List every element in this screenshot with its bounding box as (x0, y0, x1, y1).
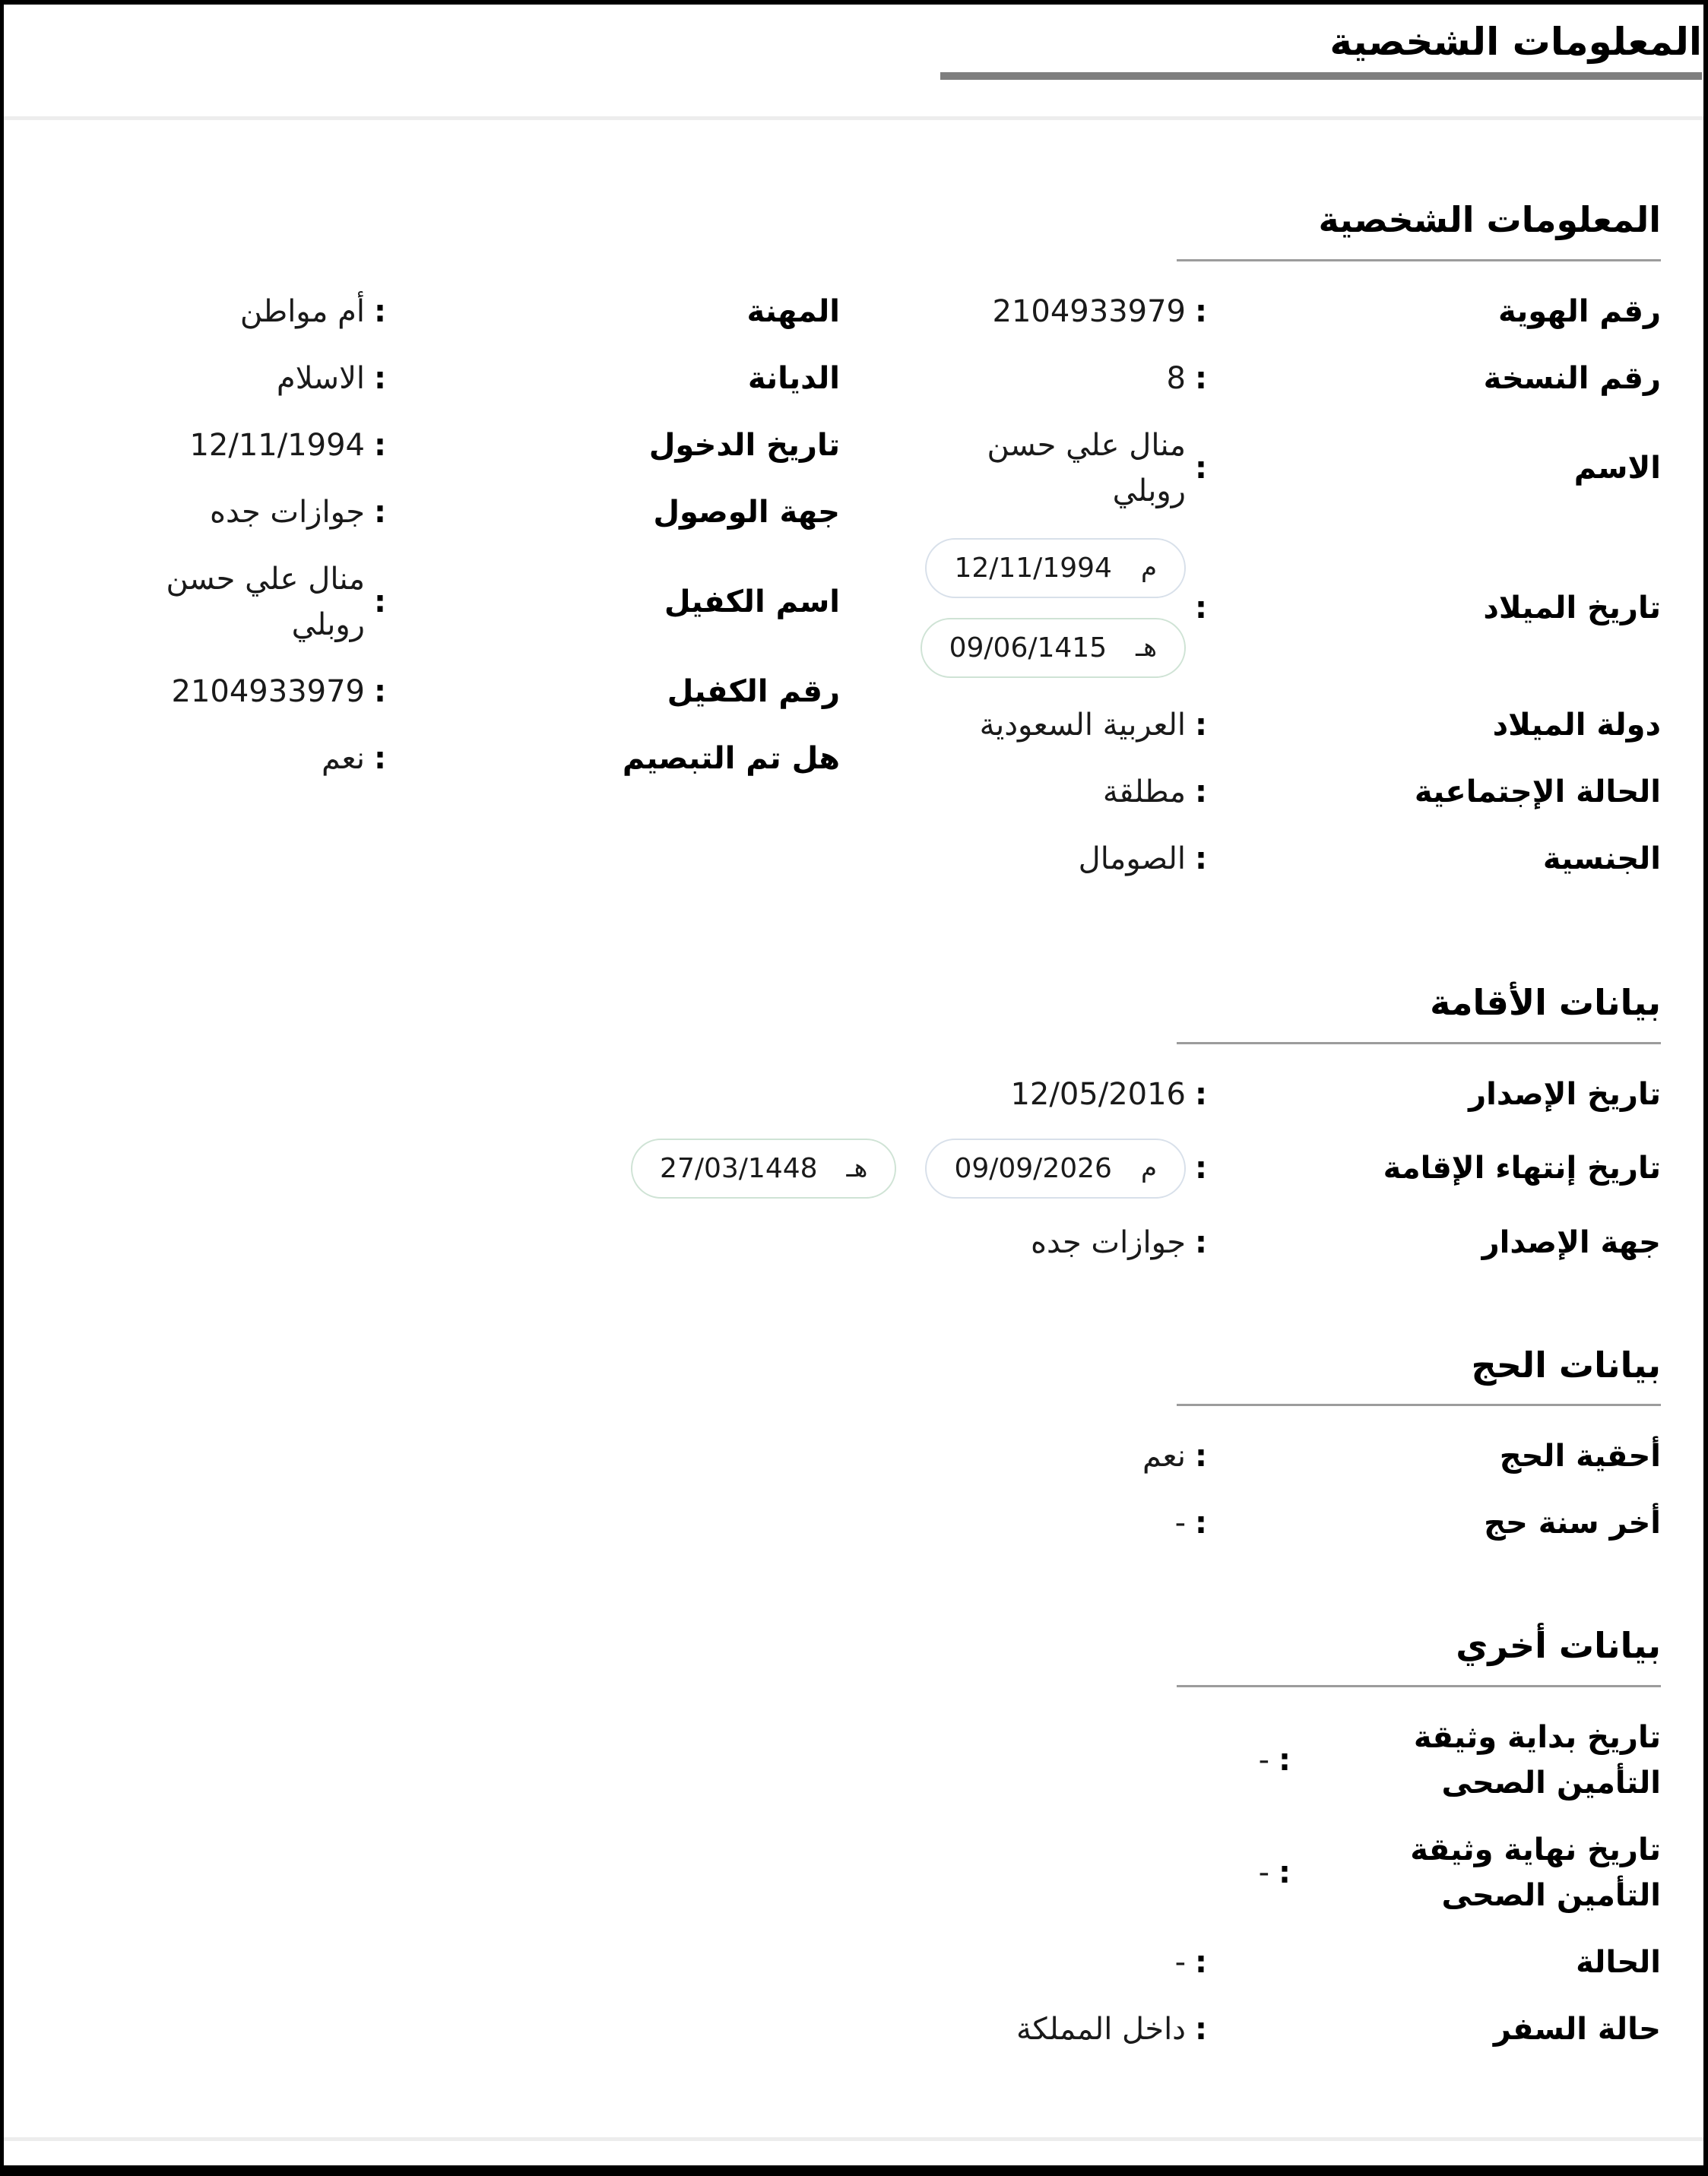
field-value: نعم (1142, 1439, 1186, 1474)
section-hajj-rule (1177, 1404, 1661, 1406)
field-label: الجنسية (1542, 841, 1661, 876)
field-label: تاريخ الإصدار (1469, 1076, 1661, 1112)
colon-separator: : (1195, 707, 1207, 743)
field-label: تاريخ الميلاد (1483, 590, 1661, 626)
row-entry-date (46, 423, 840, 468)
field-label: رقم الهوية (1497, 293, 1661, 329)
field-value: - (1174, 1506, 1186, 1541)
colon-separator: : (1279, 1742, 1291, 1778)
section-residence (46, 975, 1661, 1265)
hijri-date: 09/06/1415 (949, 632, 1108, 664)
colon-separator: : (374, 494, 386, 530)
colon-separator: : (1195, 1076, 1207, 1112)
colon-separator: : (374, 673, 386, 709)
gregorian-date: 12/11/1994 (954, 552, 1112, 584)
colon-separator: : (1195, 293, 1207, 329)
main-content (4, 192, 1703, 2052)
colon-separator: : (1195, 1224, 1207, 1260)
row-fingerprinted (46, 736, 840, 781)
colon-separator: : (1195, 1151, 1207, 1186)
colon-separator: : (1195, 360, 1207, 396)
hijri-marker: هـ (1136, 632, 1157, 663)
field-value: 8 (1166, 360, 1186, 396)
colon-separator: : (1195, 2011, 1207, 2047)
section-other-rule (1177, 1685, 1661, 1687)
colon-separator: : (1195, 1439, 1207, 1474)
row-issue-date (46, 1072, 1661, 1117)
row-religion (46, 356, 840, 401)
hijri-date-pill (631, 1139, 896, 1199)
row-residence-expiry (46, 1139, 1661, 1199)
colon-separator: : (1195, 590, 1207, 626)
field-label: المهنة (746, 293, 840, 329)
field-value: العربية السعودية (979, 707, 1186, 743)
field-label: أحقية الحج (1499, 1439, 1661, 1474)
gregorian-date: 09/09/2026 (954, 1152, 1112, 1184)
row-sponsor-name (46, 556, 840, 648)
title-underline (940, 72, 1702, 80)
row-arrival-port (46, 489, 840, 535)
field-value: جوازات جده (1031, 1224, 1186, 1260)
section-other (46, 1618, 1661, 2052)
row-travel-status (46, 2007, 1661, 2052)
field-value: أم مواطن (239, 293, 365, 329)
field-label: هل تم التبصيم (622, 740, 840, 776)
section-personal (46, 192, 1661, 903)
hijri-marker: هـ (846, 1152, 868, 1183)
row-marital-status (912, 769, 1661, 815)
colon-separator: : (374, 584, 386, 619)
hajj-rows (46, 1433, 1661, 1546)
field-value: - (1258, 1855, 1269, 1890)
row-profession (46, 289, 840, 334)
field-value: 2104933979 (992, 293, 1186, 329)
field-value: الاسلام (276, 360, 365, 396)
hijri-date-pill (921, 618, 1186, 678)
row-copy-number (912, 356, 1661, 401)
field-label: تاريخ بداية وثيقة التأمين الصحى (1413, 1719, 1661, 1801)
section-residence-title: بيانات الأقامة (1430, 981, 1661, 1023)
row-hajj-eligibility (46, 1433, 1661, 1479)
colon-separator: : (1195, 841, 1207, 876)
other-rows (46, 1715, 1661, 2052)
field-label: الديانة (747, 360, 840, 396)
row-id-number (912, 289, 1661, 334)
field-label: دولة الميلاد (1492, 707, 1661, 743)
field-label: الحالة الإجتماعية (1414, 774, 1661, 809)
bottom-divider (4, 2137, 1703, 2141)
residence-rows (46, 1072, 1661, 1265)
colon-separator: : (1195, 1944, 1207, 1980)
field-label: تاريخ نهاية وثيقة التأمين الصحى (1410, 1832, 1661, 1913)
field-label: تاريخ إنتهاء الإقامة (1383, 1151, 1661, 1186)
gregorian-date-pill (925, 1139, 1186, 1199)
field-label: جهة الوصول (653, 494, 840, 530)
field-label: حالة السفر (1493, 2011, 1661, 2047)
section-other-title: بيانات أخري (1456, 1625, 1661, 1667)
birth-date-pills (921, 535, 1186, 681)
colon-separator: : (374, 427, 386, 463)
row-sponsor-number (46, 669, 840, 714)
row-insurance-start (46, 1715, 1661, 1806)
field-value: داخل المملكة (1016, 2011, 1186, 2047)
page-title: المعلومات الشخصية (1329, 20, 1702, 64)
row-birth-country (912, 702, 1661, 748)
field-label: رقم النسخة (1483, 360, 1661, 396)
field-label: الحالة (1576, 1944, 1661, 1980)
row-last-hajj-year (46, 1500, 1661, 1546)
residence-expiry-pills (631, 1139, 1186, 1199)
bottom-black-bar (4, 2165, 1703, 2176)
section-hajj (46, 1338, 1661, 1547)
row-insurance-end (46, 1827, 1661, 1918)
field-label: الاسم (1573, 450, 1661, 486)
gregorian-date-pill (925, 538, 1186, 598)
field-value: منال علي حسن روبلي (987, 427, 1186, 508)
field-value: - (1174, 1944, 1186, 1980)
colon-separator: : (374, 360, 386, 396)
field-label: تاريخ الدخول (648, 427, 840, 463)
row-status (46, 1940, 1661, 1985)
hijri-date: 27/03/1448 (660, 1152, 818, 1184)
personal-right-column (912, 289, 1661, 903)
field-label: جهة الإصدار (1481, 1224, 1661, 1260)
section-hajj-title: بيانات الحج (1471, 1344, 1661, 1386)
section-personal-title: المعلومات الشخصية (1318, 199, 1661, 240)
page-header (4, 5, 1703, 80)
field-value: منال علي حسن روبلي (166, 561, 365, 642)
row-name (912, 423, 1661, 514)
field-value: 12/05/2016 (1010, 1076, 1186, 1112)
section-residence-rule (1177, 1042, 1661, 1044)
row-nationality (912, 836, 1661, 882)
colon-separator: : (1195, 774, 1207, 809)
personal-grid (46, 289, 1661, 903)
field-label: أخر سنة حج (1484, 1506, 1661, 1541)
field-value: 2104933979 (171, 673, 365, 709)
field-value: نعم (321, 740, 365, 776)
gregorian-marker: م (1140, 1152, 1157, 1183)
top-divider (4, 116, 1703, 120)
field-value: مطلقة (1102, 774, 1186, 809)
colon-separator: : (374, 293, 386, 329)
gregorian-marker: م (1140, 552, 1157, 583)
colon-separator: : (1195, 450, 1207, 486)
colon-separator: : (374, 740, 386, 776)
field-value: 12/11/1994 (189, 427, 365, 463)
personal-left-column (46, 289, 840, 903)
section-personal-rule (1177, 259, 1661, 261)
colon-separator: : (1195, 1506, 1207, 1541)
field-value: - (1258, 1742, 1269, 1778)
field-label: رقم الكفيل (667, 673, 840, 709)
field-label: اسم الكفيل (664, 584, 840, 619)
colon-separator: : (1279, 1855, 1291, 1890)
row-issue-authority (46, 1220, 1661, 1265)
row-birth-date (912, 535, 1661, 681)
field-value: الصومال (1078, 841, 1186, 876)
field-value: جوازات جده (210, 494, 365, 530)
